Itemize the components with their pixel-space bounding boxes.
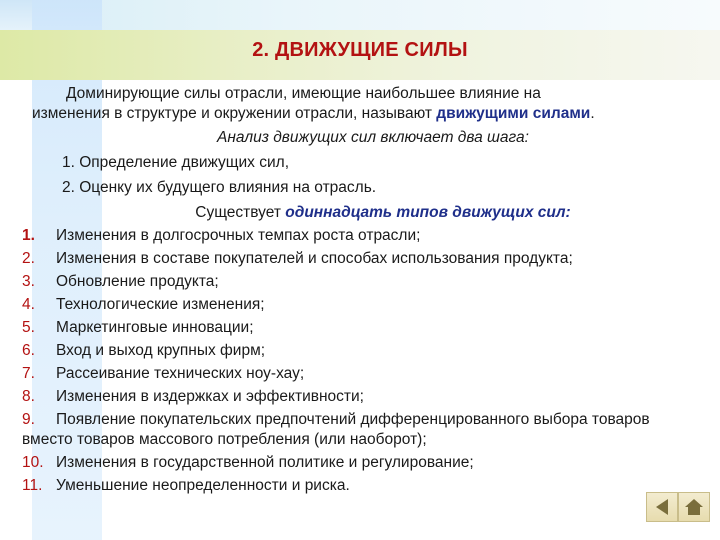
list-item-text: Изменения в государственной политике и регулирование; xyxy=(56,454,474,471)
types-intro-prefix: Существует xyxy=(195,204,286,221)
home-button[interactable] xyxy=(678,492,710,522)
list-item-number: 6. xyxy=(22,342,35,359)
intro-paragraph xyxy=(28,84,698,124)
slide-title: 2. ДВИЖУЩИЕ СИЛЫ xyxy=(252,39,468,61)
driving-forces-list xyxy=(22,226,698,496)
list-item-text: Вход и выход крупных фирм; xyxy=(56,342,266,359)
list-item-text: Уменьшение неопределенности и риска. xyxy=(56,477,350,494)
list-item-text: Технологические изменения; xyxy=(56,296,265,313)
list-item-text: Обновление продукта; xyxy=(56,273,219,290)
list-item-number: 5. xyxy=(22,319,35,336)
analysis-note: Анализ движущих сил включает два шага: xyxy=(217,129,529,146)
list-item xyxy=(22,453,698,473)
list-item-number: 7. xyxy=(22,365,35,382)
list-item-number: 9. xyxy=(22,411,35,428)
list-item xyxy=(22,249,698,269)
list-item xyxy=(22,476,698,496)
top-decor-band xyxy=(0,0,720,30)
list-item xyxy=(22,410,698,450)
list-item-text: Изменения в составе покупателей и способах использования продукта; xyxy=(56,250,573,267)
step-1: 1. Определение движущих сил, xyxy=(62,154,289,171)
list-item xyxy=(22,364,698,384)
intro-line-2-suffix: . xyxy=(590,105,595,122)
list-item xyxy=(22,226,698,246)
list-item-text: Изменения в долгосрочных темпах роста отрасли; xyxy=(56,227,421,244)
list-item xyxy=(22,295,698,315)
list-item-text: Появление покупательских предпочтений дифференцированного выбора товаров вместо товаров массового потребления (или наоборот); xyxy=(22,411,650,448)
list-item-number: 11. xyxy=(22,477,43,494)
intro-line-2 xyxy=(32,104,698,124)
list-item-number: 3. xyxy=(22,273,35,290)
list-item-number: 8. xyxy=(22,388,35,405)
list-item-number: 2. xyxy=(22,250,35,267)
back-arrow-icon xyxy=(656,499,668,515)
back-button[interactable] xyxy=(646,492,678,522)
intro-line-2-prefix: изменения в структуре и окружении отрасли, называют xyxy=(32,105,437,122)
intro-line-1: Доминирующие силы отрасли, имеющие наибольшее влияние на xyxy=(66,85,541,102)
list-item-text: Маркетинговые инновации; xyxy=(56,319,254,336)
list-item-text: Изменения в издержках и эффективности; xyxy=(56,388,364,405)
list-item xyxy=(22,341,698,361)
driving-forces-term: движущими силами xyxy=(436,105,591,122)
step-2: 2. Оценку их будущего влияния на отрасль. xyxy=(62,179,377,196)
list-item xyxy=(22,272,698,292)
types-intro xyxy=(28,203,698,223)
list-item-text: Рассеивание технических ноу-хау; xyxy=(56,365,305,382)
list-item-number: 10. xyxy=(22,454,44,471)
types-intro-emphasis: одиннадцать типов движущих сил: xyxy=(285,204,571,221)
home-icon xyxy=(685,499,703,515)
slide-content xyxy=(22,84,698,499)
list-item xyxy=(22,387,698,407)
list-item xyxy=(22,318,698,338)
list-item-number: 1. xyxy=(22,227,35,244)
list-item-number: 4. xyxy=(22,296,35,313)
